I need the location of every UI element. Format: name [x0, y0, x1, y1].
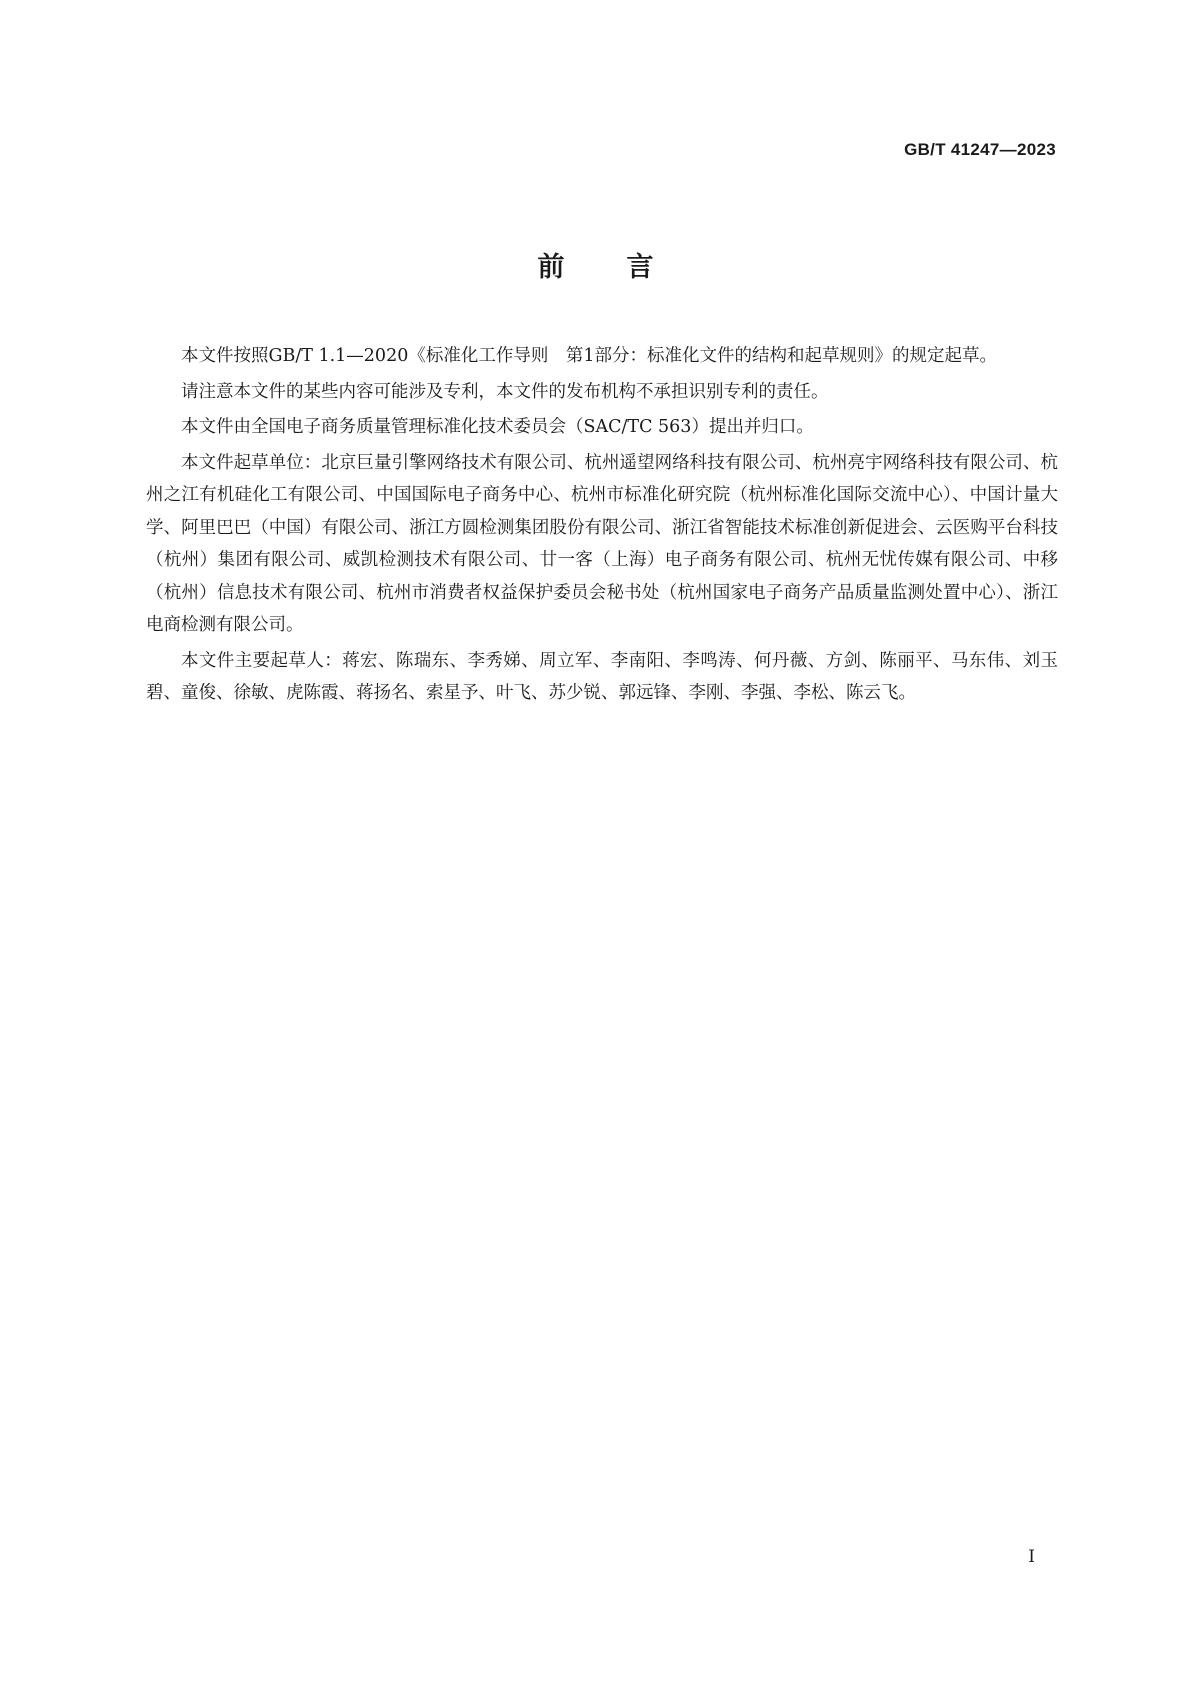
paragraph-patent-notice: 请注意本文件的某些内容可能涉及专利，本文件的发布机构不承担识别专利的责任。: [181, 381, 829, 402]
standard-code: GB/T 41247—2023: [904, 140, 1056, 159]
page-number: Ⅰ: [1028, 1547, 1035, 1567]
title-char-1: 前: [537, 252, 565, 283]
paragraph-proposer: 本文件由全国电子商务质量管理标准化技术委员会（SAC/TC 563）提出并归口。: [181, 417, 814, 437]
paragraph-drafting-rules: 本文件按照GB/T 1.1—2020《标准化工作导则 第1部分：标准化文件的结构和起草规则》的规定起草。: [181, 346, 997, 366]
page-title: [0, 245, 1191, 284]
preface-body: [146, 340, 1058, 713]
title-char-2: 言: [626, 252, 654, 283]
paragraph-drafting-units: 本文件起草单位：北京巨量引擎网络技术有限公司、杭州遥望网络科技有限公司、杭州亮宇网络科技有限公司、杭州之江有机硅化工有限公司、中国国际电子商务中心、杭州市标准化研究院（杭州标准化国际交流中心）、中国计量大学、阿里巴巴（中国）有限公司、浙江方圆检测集团股份有限公司、浙江省智能技术标准创新促进会、云医购平台科技（杭州）集团有限公司、威凯检测技术有限公司、廿一客（上海）电子商务有限公司、杭州无忧传媒有限公司、中移（杭州）信息技术有限公司、杭州市消费者权益保护委员会秘书处（杭州国家电子商务产品质量监测处置中心）、浙江电商检测有限公司。: [146, 452, 1058, 635]
paragraph-drafters: 本文件主要起草人：蒋宏、陈瑞东、李秀娣、周立军、李南阳、李鸣涛、何丹薇、方剑、陈丽平、马东伟、刘玉碧、童俊、徐敏、虎陈霞、蒋扬名、索星予、叶飞、苏少锐、郭远锋、李刚、李强、李松、陈云飞。: [146, 650, 1058, 703]
